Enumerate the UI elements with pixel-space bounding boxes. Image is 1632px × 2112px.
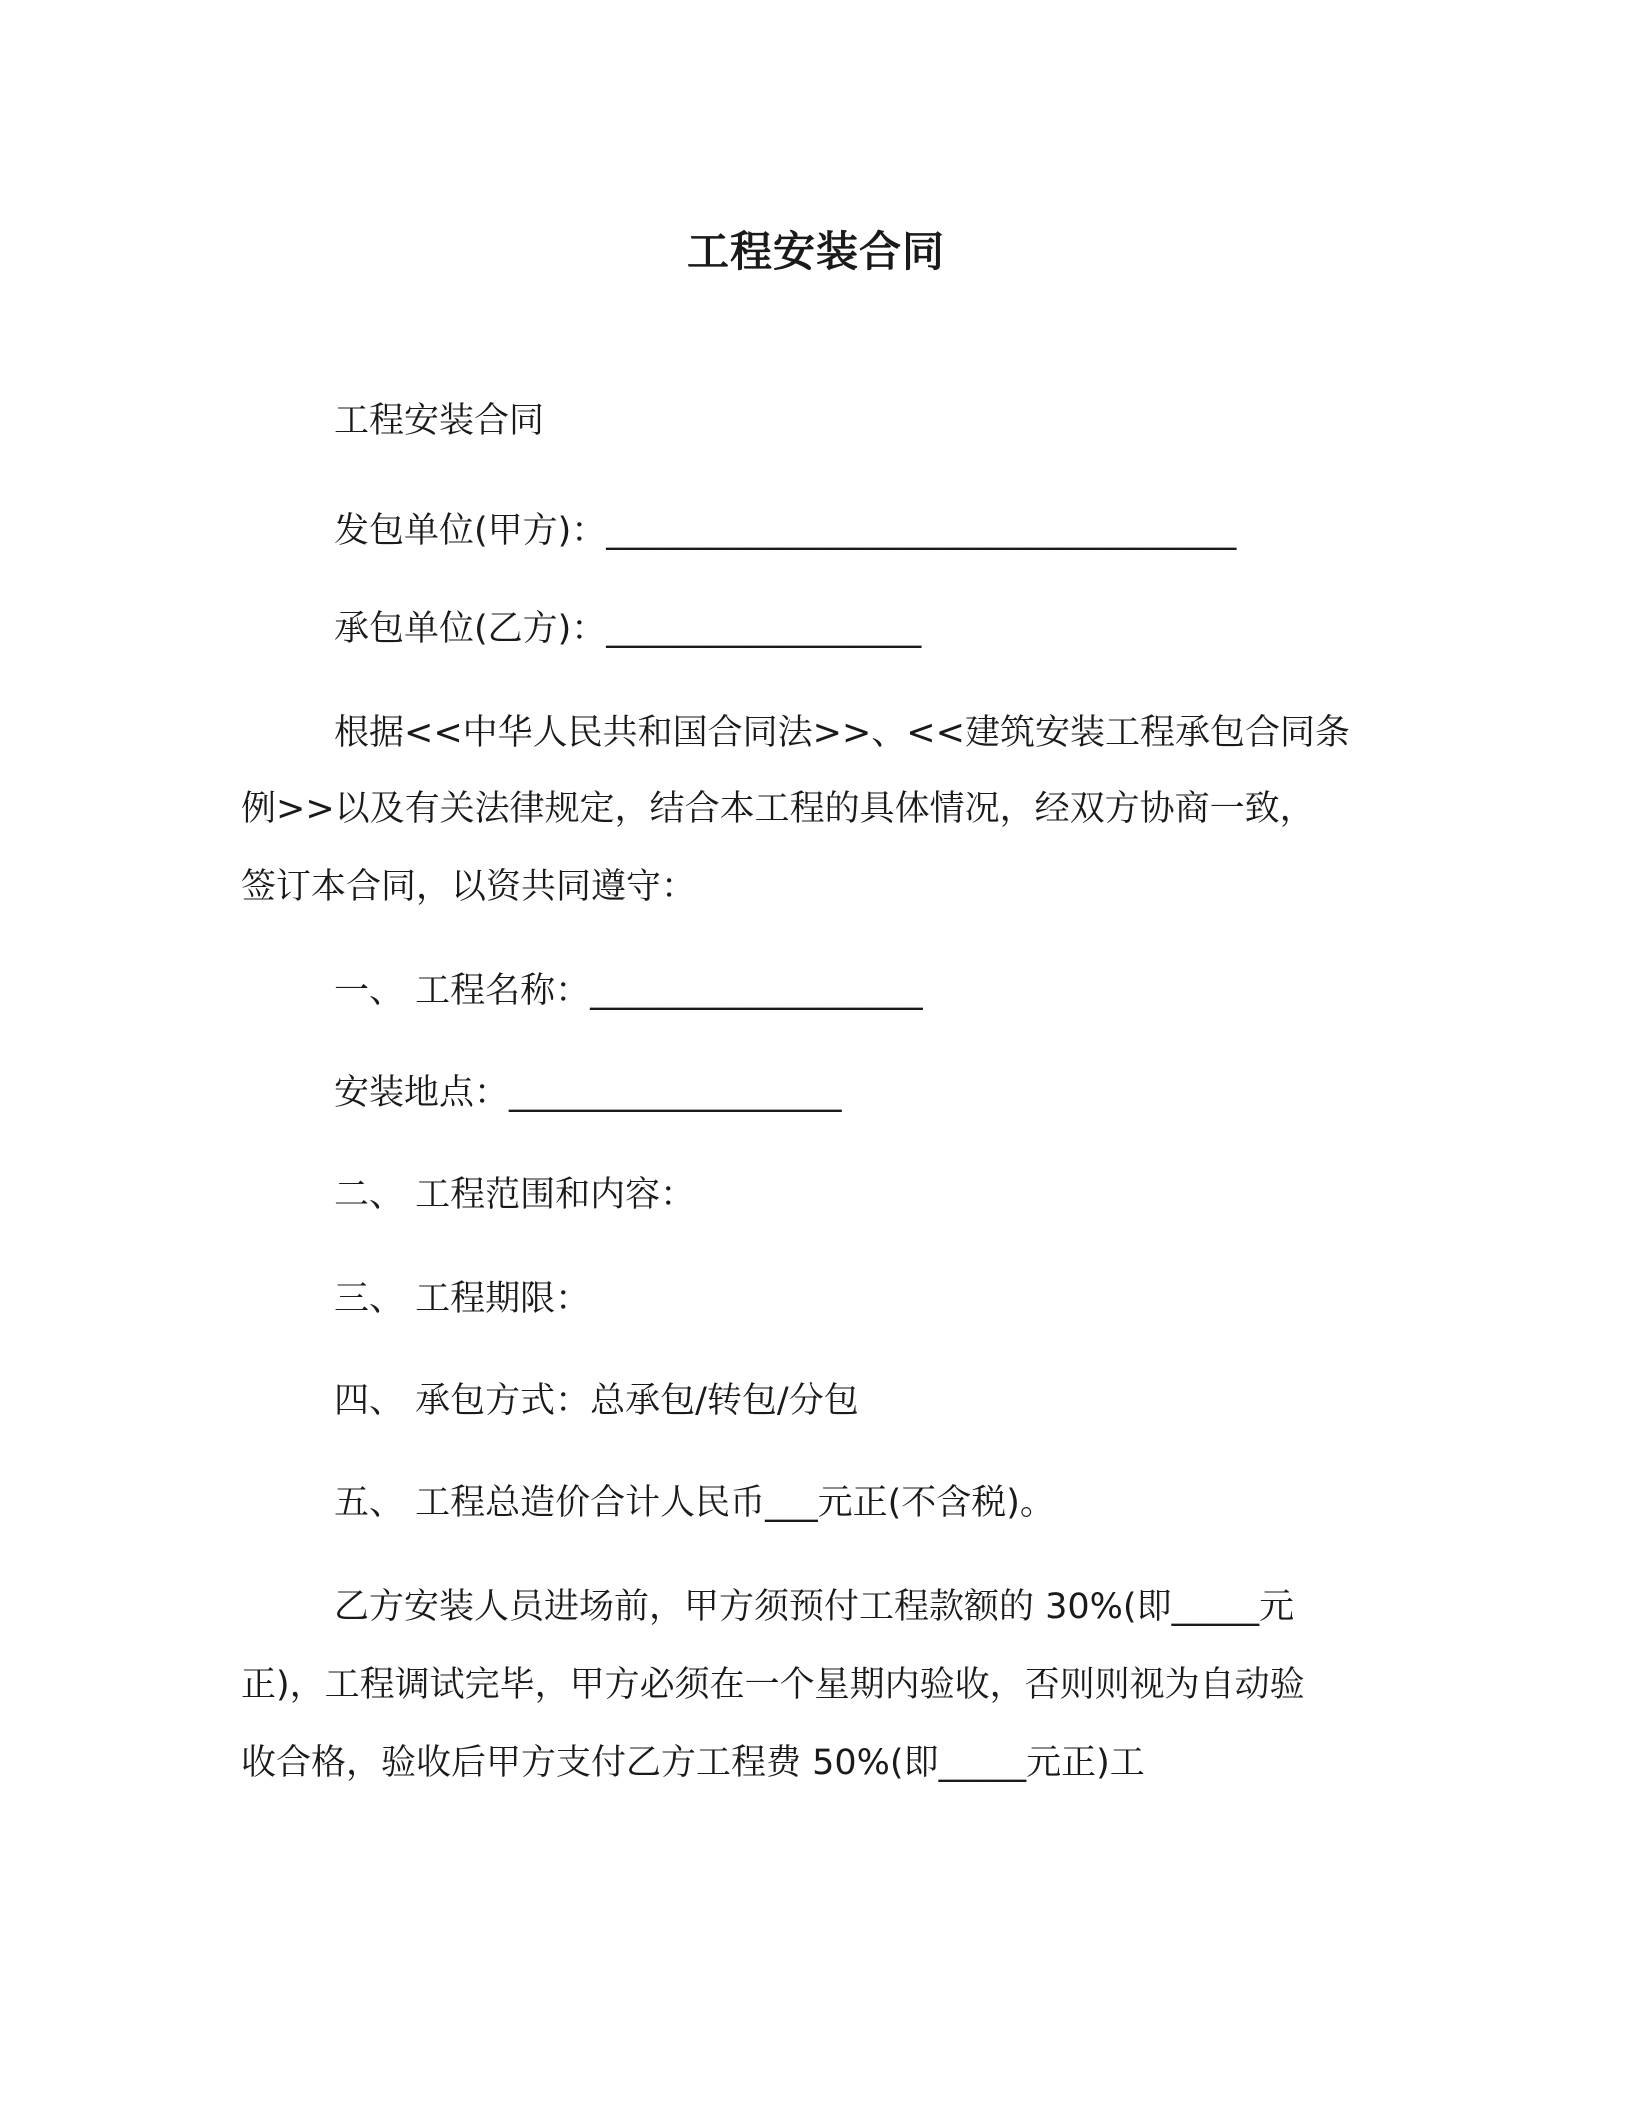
payment-line-2: 正)，工程调试完毕，甲方必须在一个星期内验收，否则则视为自动验 xyxy=(241,1665,1305,1705)
payment-line-1: 乙方安装人员进场前，甲方须预付工程款额的 30%(即_____元 xyxy=(334,1587,1295,1627)
preamble-line-2: 例>>以及有关法律规定，结合本工程的具体情况，经双方协商一致， xyxy=(241,789,1315,829)
preamble-line-1: 根据<<中华人民共和国合同法>>、<<建筑安装工程承包合同条 xyxy=(334,713,1350,753)
term-line: 三、 工程期限： xyxy=(334,1279,591,1319)
subtitle-line: 工程安装合同 xyxy=(334,401,545,441)
total-price-line: 五、 工程总造价合计人民币___元正(不含税)。 xyxy=(334,1483,1055,1523)
scope-line: 二、 工程范围和内容： xyxy=(334,1175,696,1215)
preamble-line-3: 签订本合同，以资共同遵守： xyxy=(241,867,697,907)
party-b-line: 承包单位(乙方)：__________________ xyxy=(334,609,922,649)
party-a-line: 发包单位(甲方)：____________________________________ xyxy=(334,511,1237,551)
install-location-line: 安装地点：___________________ xyxy=(334,1073,842,1113)
payment-line-3: 收合格，验收后甲方支付乙方工程费 50%(即_____元正)工 xyxy=(241,1743,1145,1783)
project-name-line: 一、 工程名称：___________________ xyxy=(334,971,923,1011)
document-title: 工程安装合同 xyxy=(686,227,945,276)
contract-method-line: 四、 承包方式：总承包/转包/分包 xyxy=(334,1381,859,1421)
